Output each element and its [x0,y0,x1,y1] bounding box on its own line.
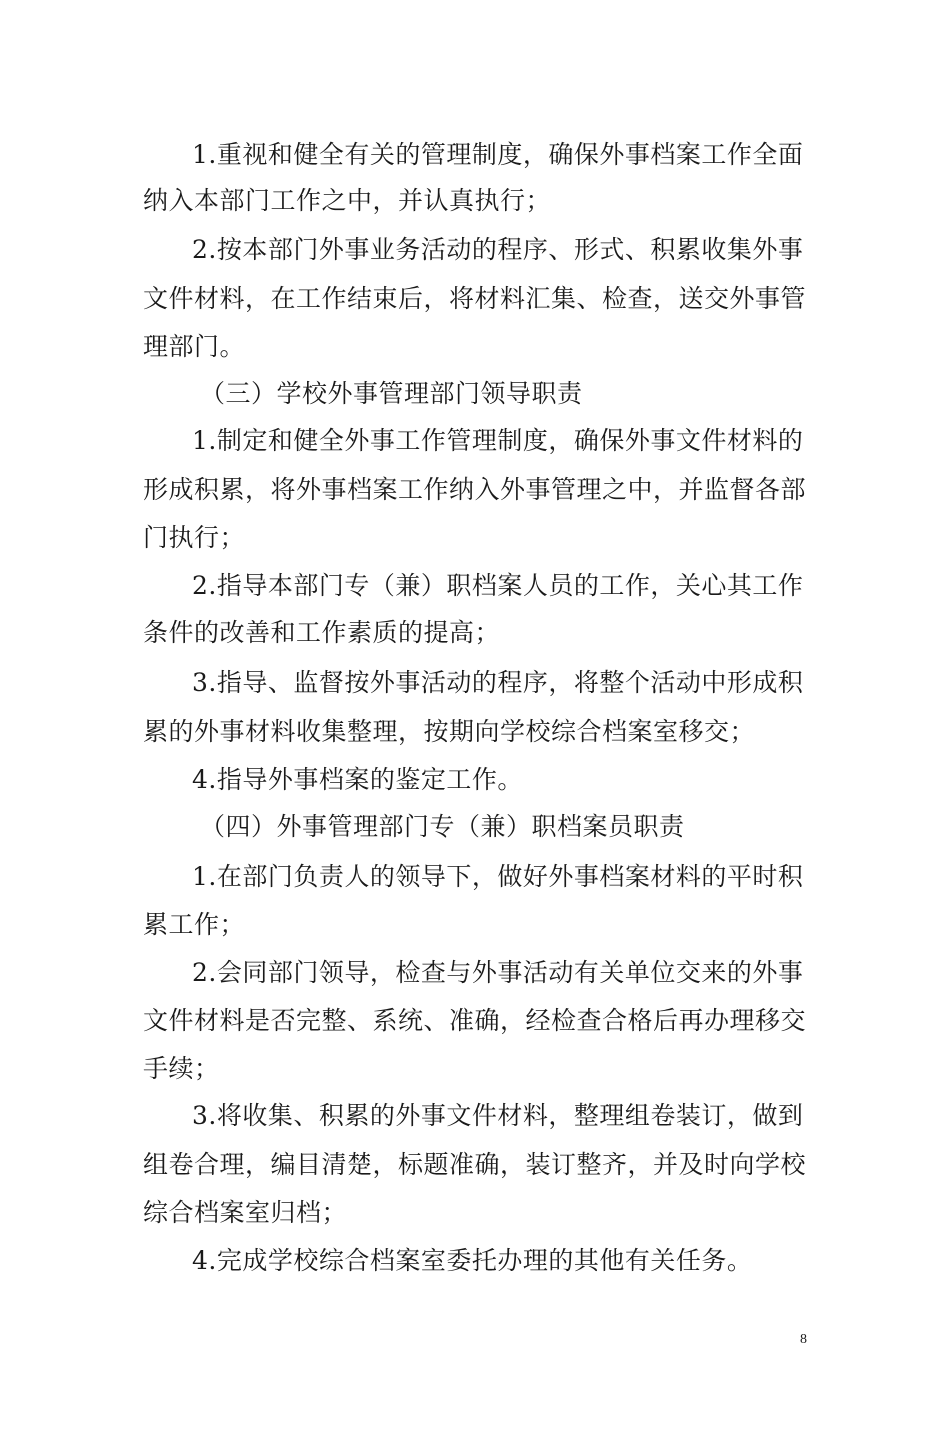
paragraph-line: 3.将收集、积累的外事文件材料，整理组卷装订，做到 [192,1101,804,1130]
paragraph-line: 理部门。 [143,332,246,361]
section-heading: （四）外事管理部门专（兼）职档案员职责 [200,812,685,841]
paragraph-line: 条件的改善和工作素质的提高； [143,618,501,647]
paragraph-line: 文件材料，在工作结束后，将材料汇集、检查，送交外事管 [143,284,807,313]
section-heading: （三）学校外事管理部门领导职责 [200,379,583,408]
paragraph-line: 2.会同部门领导，检查与外事活动有关单位交来的外事 [192,958,804,987]
paragraph-line: 1.制定和健全外事工作管理制度，确保外事文件材料的 [192,426,804,455]
paragraph-line: 纳入本部门工作之中，并认真执行； [143,186,552,215]
paragraph-line: 手续； [143,1054,220,1083]
paragraph-line: 2.指导本部门专（兼）职档案人员的工作，关心其工作 [192,571,804,600]
page-number: 8 [800,1332,807,1347]
paragraph-line: 组卷合理，编目清楚，标题准确，装订整齐，并及时向学校 [143,1150,807,1179]
paragraph-line: 3.指导、监督按外事活动的程序，将整个活动中形成积 [192,668,804,697]
paragraph-line: 文件材料是否完整、系统、准确，经检查合格后再办理移交 [143,1006,807,1035]
paragraph-line: 4.指导外事档案的鉴定工作。 [192,765,523,794]
paragraph-line: 1.重视和健全有关的管理制度，确保外事档案工作全面 [192,140,804,169]
paragraph-line: 2.按本部门外事业务活动的程序、形式、积累收集外事 [192,235,804,264]
paragraph-line: 4.完成学校综合档案室委托办理的其他有关任务。 [192,1246,753,1275]
paragraph-line: 累的外事材料收集整理，按期向学校综合档案室移交； [143,717,756,746]
paragraph-line: 累工作； [143,910,246,939]
paragraph-line: 综合档案室归档； [143,1198,348,1227]
paragraph-line: 1.在部门负责人的领导下，做好外事档案材料的平时积 [192,862,804,891]
paragraph-line: 门执行； [143,523,246,552]
paragraph-line: 形成积累，将外事档案工作纳入外事管理之中，并监督各部 [143,475,807,504]
